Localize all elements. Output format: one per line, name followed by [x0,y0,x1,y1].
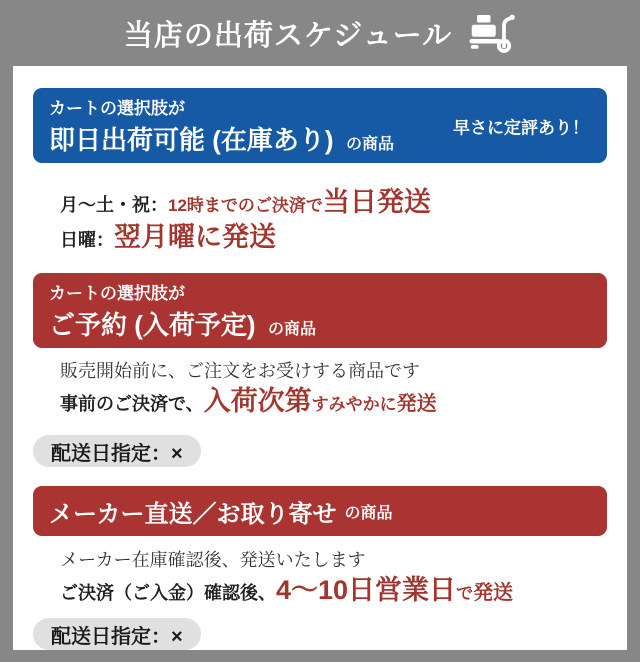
detail-line [60,386,607,421]
banner-intro: カートの選択肢が [49,284,185,303]
detail-segment: 発送 [396,393,437,415]
detail-segment: 発送 [473,582,514,604]
detail-segment: 事前のご決済で、 [60,394,204,414]
content-area [13,66,627,650]
detail-line [60,547,607,575]
detail-segment: 12時までのご決済で [168,196,323,215]
detail-segment: 日曜： [60,230,114,250]
detail-line [60,575,607,610]
banner-maker-direct [33,486,607,536]
detail-segment: 入荷次第 [203,386,312,416]
banner-suffix: の商品 [344,504,393,522]
preorder-details [60,358,607,421]
detail-segment: 4〜10日営業日 [276,575,457,605]
banner-preorder [33,273,607,348]
handtruck-icon [468,13,516,53]
page-title: 当店の出荷スケジュール [123,19,453,52]
banner-intro: カートの選択肢が [49,99,185,118]
detail-segment: で [456,584,474,603]
banner-title: ご予約 (入荷予定) [49,310,256,341]
detail-segment: メーカー在庫確認後、発送いたします [60,550,366,570]
banner-note: 早さに定評あり！ [453,118,589,137]
detail-segment: 販売開始前に、ご注文をお受けする商品です [60,361,420,381]
same-day-details [60,187,607,257]
detail-segment: すみやかに [311,395,397,414]
detail-line [60,358,607,386]
detail-segment: 月〜土・祝： [60,195,168,215]
banner-same-day [33,88,607,163]
banner-title: メーカー直送／お取り寄せ [49,500,337,528]
header [0,0,640,66]
maker-direct-details [60,547,607,610]
banner-suffix: の商品 [268,321,317,339]
banner-suffix: の商品 [346,136,395,154]
delivery-date-badge: 配送日指定：× [33,435,201,467]
detail-segment: 当日発送 [322,187,431,217]
detail-line [60,222,607,257]
banner-title: 即日出荷可能 (在庫あり) [49,125,334,156]
detail-segment: 翌月曜に発送 [114,222,276,252]
banner-main [49,305,591,342]
detail-line [60,187,607,222]
detail-segment: ご決済（ご入金）確認後、 [60,583,276,603]
delivery-date-badge: 配送日指定：× [33,618,201,650]
